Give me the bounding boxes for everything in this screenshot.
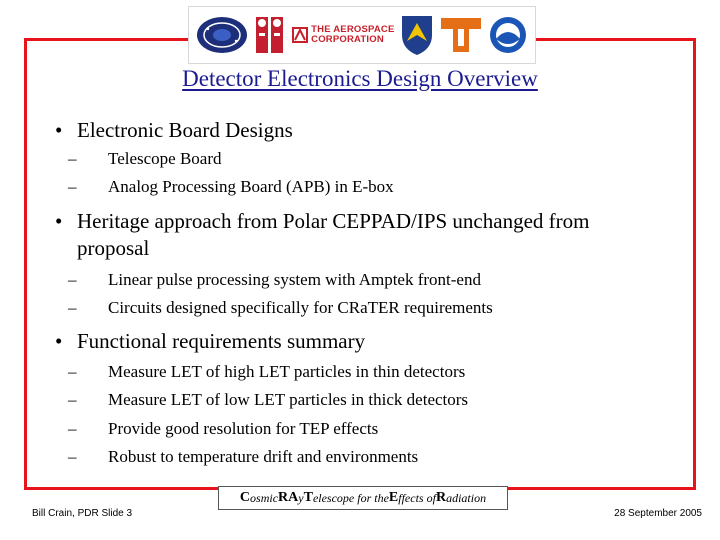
bullet-marker: •	[55, 118, 63, 142]
mission-initial-ra: RA	[278, 490, 299, 505]
dash-marker: –	[68, 149, 77, 168]
ut-longhorn-logo	[439, 15, 483, 55]
sub-item-text: Measure LET of low LET particles in thick detectors	[108, 390, 469, 409]
aerospace-corporation-logo	[292, 25, 394, 45]
aerospace-line1: THE AEROSPACE	[311, 24, 395, 35]
aerospace-mark-icon	[292, 27, 308, 43]
footer-presenter: Bill Crain, PDR Slide 3	[32, 508, 133, 519]
sub-item-text: Robust to temperature drift and environments	[108, 447, 419, 466]
bullet-marker: •	[55, 209, 63, 233]
dash-marker: –	[68, 390, 77, 409]
nasa-goddard-logo	[196, 15, 248, 55]
air-force-shield-logo	[400, 13, 434, 57]
bullet-3-text: Functional requirements summary	[77, 329, 366, 353]
mission-text: ffects of	[398, 490, 436, 505]
sub-item-text: Analog Processing Board (APB) in E-box	[108, 177, 394, 196]
bullet-2-text-line2: proposal	[77, 236, 150, 260]
mission-initial-t: T	[303, 490, 313, 505]
sub-item-text: Measure LET of high LET particles in thin detectors	[108, 362, 466, 381]
mission-initial-r: R	[435, 490, 447, 505]
dash-marker: –	[68, 419, 77, 438]
footer-mission-name	[218, 486, 508, 510]
mission-text: y	[298, 490, 304, 505]
mission-text: osmic	[250, 490, 279, 505]
sub-item-text: Circuits designed specifically for CRaTER requirements	[108, 298, 493, 317]
mission-text: elescope for the	[312, 490, 389, 505]
mission-text: adiation	[446, 490, 487, 505]
footer-date: 28 September 2005	[614, 508, 702, 519]
sub-item-text: Linear pulse processing system with Amptek front-end	[108, 270, 481, 289]
dash-marker: –	[68, 298, 77, 317]
sub-item-text: Provide good resolution for TEP effects	[108, 419, 379, 438]
ut-arlington-mascot-logo	[253, 13, 287, 57]
dash-marker: –	[68, 447, 77, 466]
dash-marker: –	[68, 270, 77, 289]
logo-strip	[188, 6, 536, 64]
mission-initial-e: E	[388, 490, 399, 505]
sub-item-text: Telescope Board	[108, 149, 222, 168]
mission-initial-c: C	[239, 490, 251, 505]
dash-marker: –	[68, 177, 77, 196]
noaa-logo	[488, 15, 528, 55]
bullet-1-text: Electronic Board Designs	[77, 118, 293, 142]
bullet-marker: •	[55, 329, 63, 353]
aerospace-line2: CORPORATION	[311, 34, 384, 45]
slide-title: Detector Electronics Design Overview	[182, 66, 538, 91]
bullet-2-text: Heritage approach from Polar CEPPAD/IPS unchanged from	[77, 209, 590, 233]
dash-marker: –	[68, 362, 77, 381]
